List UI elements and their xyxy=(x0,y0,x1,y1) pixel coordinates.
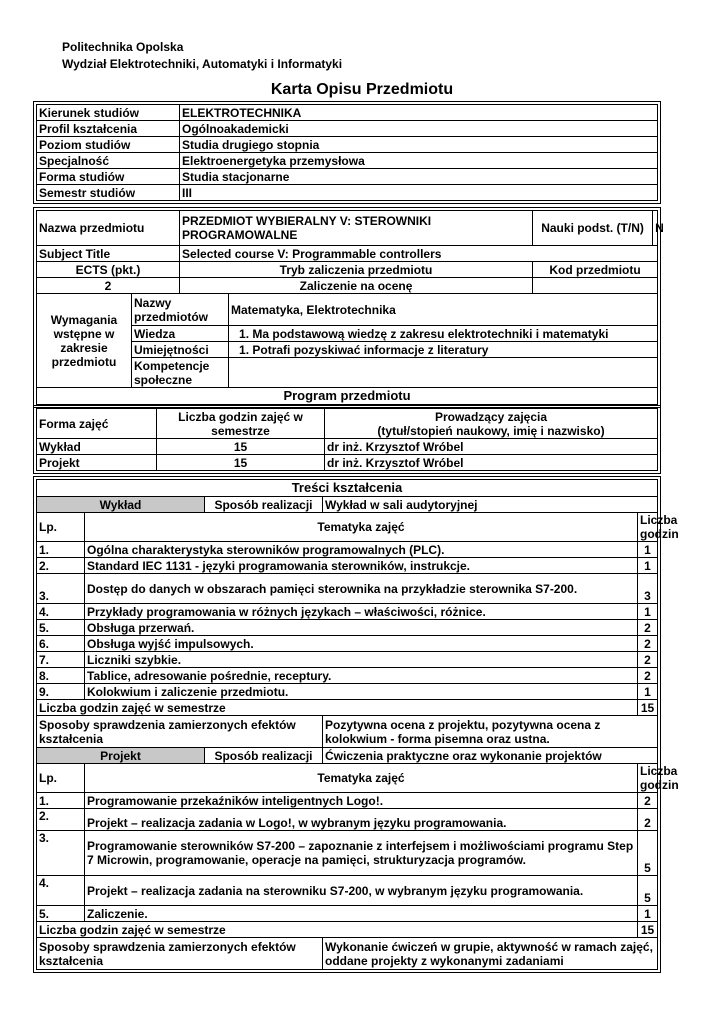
lecture-lp: 7. xyxy=(37,652,85,668)
form-label: Forma zajęć xyxy=(37,409,157,439)
code-label: Kod przedmiotu xyxy=(533,262,658,278)
program-row xyxy=(37,455,658,471)
lecture-hours: 2 xyxy=(638,620,658,636)
req-subjects-value: Matematyka, Elektrotechnika xyxy=(229,294,658,326)
project-topic-label: Tematyka zajęć xyxy=(85,764,638,793)
project-hours: 2 xyxy=(638,793,658,809)
project-lp-label: Lp. xyxy=(37,764,85,793)
lecture-total: 15 xyxy=(638,700,658,716)
project-hours: 2 xyxy=(638,809,658,831)
project-hours: 5 xyxy=(638,876,658,906)
project-hours: 1 xyxy=(638,906,658,922)
project-hours-label: Liczba godzin xyxy=(638,764,658,793)
course-name-label: Nazwa przedmiotu xyxy=(37,211,180,246)
program-hours: 15 xyxy=(157,439,325,455)
study-info-section xyxy=(33,101,661,204)
study-row xyxy=(37,185,658,201)
project-row xyxy=(37,793,658,809)
lecture-lp: 3. xyxy=(37,574,85,604)
project-lp: 5. xyxy=(37,906,85,922)
lecturer-label: Prowadzący zajęcia xyxy=(434,409,548,424)
lecture-lp-label: Lp. xyxy=(37,513,85,542)
study-label: Poziom studiów xyxy=(37,137,180,153)
project-topic: Zaliczenie. xyxy=(85,906,638,922)
req-subjects-label: Nazwy przedmiotów xyxy=(132,294,229,326)
req-knowledge-value: 1. Ma podstawową wiedzę z zakresu elektrotechniki i matematyki xyxy=(229,326,658,342)
lecture-row xyxy=(37,684,658,700)
lecture-topic: Dostęp do danych w obszarach pamięci sterownika na przykładzie sterownika S7-200. xyxy=(85,574,638,604)
project-lp: 4. xyxy=(37,876,85,906)
study-value: III xyxy=(180,185,658,201)
lecture-hours: 2 xyxy=(638,652,658,668)
lecture-lp: 9. xyxy=(37,684,85,700)
project-topic: Projekt – realizacja zadania na sterowniku S7-200, w wybranym języku programowania. xyxy=(85,876,638,906)
lecture-row xyxy=(37,668,658,684)
study-label: Kierunek studiów xyxy=(37,105,180,121)
program-hours: 15 xyxy=(157,455,325,471)
study-info-table xyxy=(37,105,658,201)
project-assessment: Wykonanie ćwiczeń w grupie, aktywność w ramach zajęć, oddane projekty z wykonanymi zadaniami xyxy=(323,938,658,970)
study-label: Specjalność xyxy=(37,153,180,169)
project-lp: 2. xyxy=(37,809,85,831)
req-skills-value: 1. Potrafi pozyskiwać informacje z literatury xyxy=(229,342,658,358)
subject-title-label: Subject Title xyxy=(37,246,180,262)
project-lp: 1. xyxy=(37,793,85,809)
lecture-topic: Przykłady programowania w różnych językach – właściwości, różnice. xyxy=(85,604,638,620)
lecture-hours: 1 xyxy=(638,684,658,700)
lecture-row xyxy=(37,620,658,636)
content-title: Treści kształcenia xyxy=(37,480,658,497)
req-competence-label: Kompetencje społeczne xyxy=(132,358,229,388)
req-knowledge-label: Wiedza xyxy=(132,326,229,342)
project-topic: Projekt – realizacja zadania w Logo!, w wybranym języku programowania. xyxy=(85,809,638,831)
lecture-row xyxy=(37,652,658,668)
course-section xyxy=(33,207,664,408)
lecture-topic: Kolokwium i zaliczenie przedmiotu. xyxy=(85,684,638,700)
program-lecturer: dr inż. Krzysztof Wróbel xyxy=(325,439,658,455)
study-row xyxy=(37,137,658,153)
req-skills-label: Umiejętności xyxy=(132,342,229,358)
lecture-topic: Standard IEC 1131 - języki programowania sterowników, instrukcje. xyxy=(85,558,638,574)
lecture-hours: 2 xyxy=(638,636,658,652)
lecture-hours: 1 xyxy=(638,558,658,574)
ects-value: 2 xyxy=(37,278,180,294)
project-topic: Programowanie przekaźników inteligentnych Logo!. xyxy=(85,793,638,809)
lecture-topic: Obsługa wyjść impulsowych. xyxy=(85,636,638,652)
study-value: Studia stacjonarne xyxy=(180,169,658,185)
study-label: Forma studiów xyxy=(37,169,180,185)
course-name: PRZEDMIOT WYBIERALNY V: STEROWNIKI PROGRAMOWALNE xyxy=(180,211,533,246)
lecturer-sub-label: (tytuł/stopień naukowy, imię i nazwisko) xyxy=(377,423,605,438)
lecture-hours-label: Liczba godzin xyxy=(638,513,658,542)
project-total-label: Liczba godzin zajęć w semestrze xyxy=(37,922,638,938)
page-title: Karta Opisu Przedmiotu xyxy=(270,81,454,98)
program-row xyxy=(37,439,658,455)
project-topic: Programowanie sterowników S7-200 – zapoznanie z interfejsem i możliwościami programu Step 7 Microwin, programowanie, operacje na pamięci, strukturyzacja programów. xyxy=(85,831,638,876)
lecture-row xyxy=(37,604,658,620)
lecture-hours: 3 xyxy=(638,574,658,604)
project-method: Ćwiczenia praktyczne oraz wykonanie projektów xyxy=(323,748,658,764)
study-row xyxy=(37,121,658,137)
lecture-topic: Liczniki szybkie. xyxy=(85,652,638,668)
lecture-method-label: Sposób realizacji xyxy=(205,497,323,513)
lecture-row xyxy=(37,636,658,652)
project-row xyxy=(37,809,658,831)
lecture-topic: Ogólna charakterystyka sterowników programowalnych (PLC). xyxy=(85,542,638,558)
study-value: Studia drugiego stopnia xyxy=(180,137,658,153)
lecture-lp: 8. xyxy=(37,668,85,684)
lecture-assessment-label: Sposoby sprawdzenia zamierzonych efektów kształcenia xyxy=(37,716,323,748)
req-competence-value xyxy=(229,358,658,388)
study-label: Profil kształcenia xyxy=(37,121,180,137)
university-name: Politechnika Opolska xyxy=(62,40,184,54)
lecture-topic: Obsługa przerwań. xyxy=(85,620,638,636)
mode-label: Tryb zaliczenia przedmiotu xyxy=(180,262,533,278)
requirements-label: Wymagania wstępne w zakresie przedmiotu xyxy=(37,294,132,388)
project-hours: 5 xyxy=(638,831,658,876)
project-row xyxy=(37,906,658,922)
ects-label: ECTS (pkt.) xyxy=(37,262,180,278)
lecture-method: Wykład w sali audytoryjnej xyxy=(323,497,658,513)
program-form: Projekt xyxy=(37,455,157,471)
program-lecturer: dr inż. Krzysztof Wróbel xyxy=(325,455,658,471)
lecture-topic: Tablice, adresowanie pośrednie, receptury. xyxy=(85,668,638,684)
project-lp: 3. xyxy=(37,831,85,876)
code-value xyxy=(533,278,658,294)
lecture-lp: 1. xyxy=(37,542,85,558)
study-value: ELEKTROTECHNIKA xyxy=(180,105,658,121)
lecture-hours: 2 xyxy=(638,668,658,684)
program-section xyxy=(33,405,661,474)
study-label: Semestr studiów xyxy=(37,185,180,201)
project-method-label: Sposób realizacji xyxy=(205,748,323,764)
lecture-lp: 6. xyxy=(37,636,85,652)
lecture-lp: 5. xyxy=(37,620,85,636)
content-section xyxy=(33,476,679,973)
faculty-name: Wydział Elektrotechniki, Automatyki i Informatyki xyxy=(62,57,343,71)
basic-science-label: Nauki podst. (T/N) xyxy=(533,211,653,246)
project-assessment-label: Sposoby sprawdzenia zamierzonych efektów kształcenia xyxy=(37,938,323,970)
program-form: Wykład xyxy=(37,439,157,455)
lecture-row xyxy=(37,574,658,604)
project-row xyxy=(37,831,658,876)
lecturer-header xyxy=(325,409,658,439)
project-label: Projekt xyxy=(37,748,205,764)
lecture-lp: 2. xyxy=(37,558,85,574)
lecture-hours: 1 xyxy=(638,604,658,620)
mode-value: Zaliczenie na ocenę xyxy=(180,278,533,294)
lecture-lp: 4. xyxy=(37,604,85,620)
lecture-row xyxy=(37,542,658,558)
lecture-hours: 1 xyxy=(638,542,658,558)
study-value: Elektroenergetyka przemysłowa xyxy=(180,153,658,169)
study-row xyxy=(37,105,658,121)
basic-science-value: N xyxy=(653,211,658,246)
hours-label: Liczba godzin zajęć w semestrze xyxy=(157,409,325,439)
lecture-row xyxy=(37,558,658,574)
lecture-topic-label: Tematyka zajęć xyxy=(85,513,638,542)
lecture-total-label: Liczba godzin zajęć w semestrze xyxy=(37,700,638,716)
study-row xyxy=(37,153,658,169)
study-value: Ogólnoakademicki xyxy=(180,121,658,137)
lecture-assessment: Pozytywna ocena z projektu, pozytywna ocena z kolokwium - forma pisemna oraz ustna. xyxy=(323,716,658,748)
project-row xyxy=(37,876,658,906)
study-row xyxy=(37,169,658,185)
program-title: Program przedmiotu xyxy=(37,388,658,405)
subject-title: Selected course V: Programmable controllers xyxy=(180,246,658,262)
project-total: 15 xyxy=(638,922,658,938)
lecture-label: Wykład xyxy=(37,497,205,513)
